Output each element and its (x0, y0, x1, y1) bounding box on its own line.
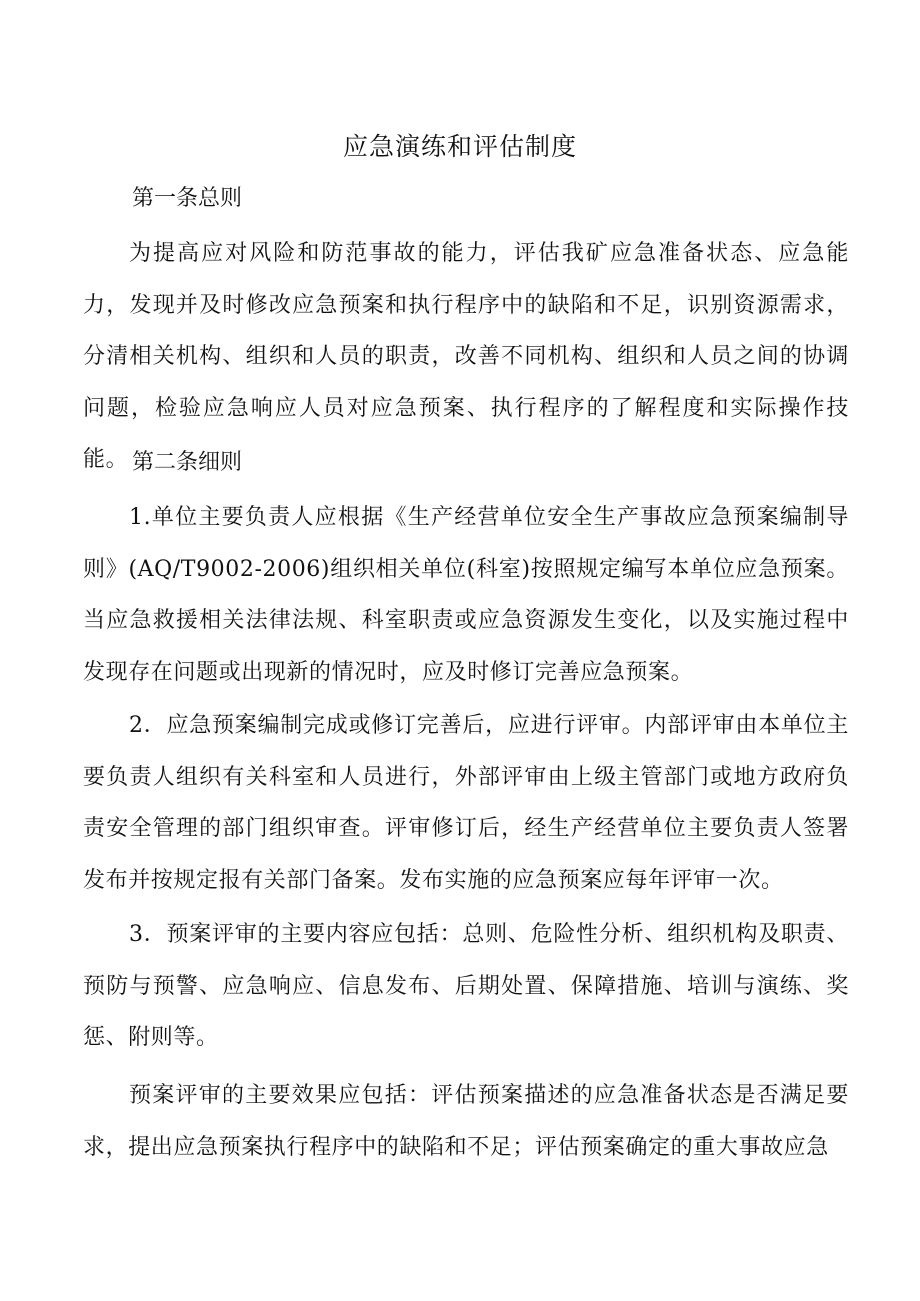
section-heading-details: 第二条细则 (132, 450, 243, 475)
paragraph-general: 为提高应对风险和防范事故的能力，评估我矿应急准备状态、应急能力，发现并及时修改应急预案和执行程序中的缺陷和不足，识别资源需求，分清相关机构、组织和人员的职责，改善不同机构、组织和人员之间的协调问题，检验应急响应人员对应急预案、执行程序的了解程度和实际操作技能。 (83, 241, 849, 472)
paragraph-item-3-effects: 预案评审的主要效果应包括：评估预案描述的应急准备状态是否满足要求，提出应急预案执行程序中的缺陷和不足；评估预案确定的重大事故应急 (83, 1083, 849, 1160)
paragraph-item-3: 3．预案评审的主要内容应包括：总则、危险性分析、组织机构及职责、预防与预警、应急响应、信息发布、后期处置、保障措施、培训与演练、奖惩、附则等。 (83, 922, 849, 1050)
paragraph-item-2: 2．应急预案编制完成或修订完善后，应进行评审。内部评审由本单位主要负责人组织有关科室和人员进行，外部评审由上级主管部门或地方政府负责安全管理的部门组织审查。评审修订后，经生产经营单位主要负责人签署发布并按规定报有关部门备案。发布实施的应急预案应每年评审一次。 (83, 713, 849, 893)
section-heading-general: 第一条总则 (132, 186, 243, 211)
paragraph-item-1: 1.单位主要负责人应根据《生产经营单位安全生产事故应急预案编制导则》(AQ/T9002-2006)组织相关单位(科室)按照规定编写本单位应急预案。当应急救援相关法律法规、科室职责或应急资源发生变化，以及实施过程中发现存在问题或出现新的情况时，应及时修订完善应急预案。 (83, 505, 849, 685)
document-title: 应急演练和评估制度 (342, 132, 577, 161)
